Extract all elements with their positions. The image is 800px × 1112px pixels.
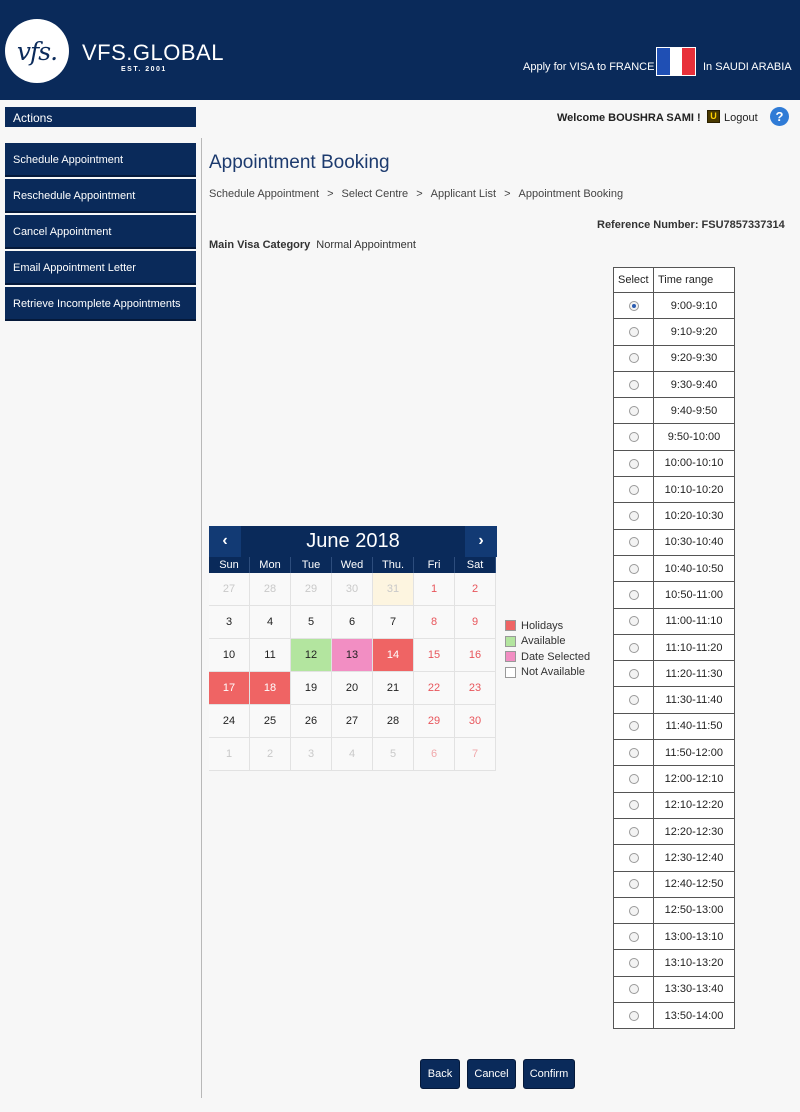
actions-title: Actions <box>5 107 196 127</box>
page-title: Appointment Booking <box>209 152 390 173</box>
time-slot-row <box>614 871 735 897</box>
help-icon[interactable]: ? <box>770 107 789 126</box>
time-slot-range: 10:30-10:40 <box>654 529 735 555</box>
reference-number: Reference Number: FSU7857337314 <box>597 219 785 231</box>
calendar-day[interactable]: 13 <box>332 639 373 672</box>
header-select: Select <box>614 268 654 293</box>
legend-label: Date Selected <box>521 650 591 663</box>
time-slot-select-cell <box>614 740 654 766</box>
time-slot-radio[interactable] <box>629 301 639 311</box>
calendar-day: 16 <box>455 639 496 672</box>
weekday-header: Wed <box>332 557 373 573</box>
cancel-button[interactable]: Cancel <box>467 1059 516 1089</box>
calendar-day: 30 <box>455 705 496 738</box>
time-slot-row <box>614 818 735 844</box>
legend-swatch <box>505 620 516 631</box>
time-slot-radio[interactable] <box>629 748 639 758</box>
time-slot-radio[interactable] <box>629 353 639 363</box>
time-slot-table <box>613 267 735 1029</box>
time-slot-select-cell <box>614 924 654 950</box>
time-slot-range: 9:30-9:40 <box>654 371 735 397</box>
calendar-day: 7 <box>455 738 496 771</box>
calendar-day: 29 <box>414 705 455 738</box>
time-slot-row <box>614 687 735 713</box>
time-slot-range: 9:50-10:00 <box>654 424 735 450</box>
time-slot-range: 12:50-13:00 <box>654 897 735 923</box>
calendar-day: 15 <box>414 639 455 672</box>
time-slot-select-cell <box>614 582 654 608</box>
time-slot-row <box>614 371 735 397</box>
time-slot-radio[interactable] <box>629 327 639 337</box>
legend-item <box>505 618 590 634</box>
time-slot-row <box>614 319 735 345</box>
brand-name: VFS.GLOBAL <box>82 40 224 65</box>
logout-link[interactable]: Logout <box>724 112 758 124</box>
time-slot-radio[interactable] <box>629 590 639 600</box>
header <box>0 0 800 100</box>
calendar-day: 3 <box>209 606 250 639</box>
weekday-header: Sat <box>455 557 496 573</box>
time-slot-range: 9:20-9:30 <box>654 345 735 371</box>
time-slot-row <box>614 582 735 608</box>
calendar-day: 23 <box>455 672 496 705</box>
time-slot-select-cell <box>614 529 654 555</box>
time-slot-radio[interactable] <box>629 800 639 810</box>
calendar-day: 27 <box>209 573 250 606</box>
time-slot-row <box>614 713 735 739</box>
calendar-header <box>209 526 497 557</box>
time-slot-select-cell <box>614 845 654 871</box>
time-slot-select-cell <box>614 766 654 792</box>
time-slot-radio[interactable] <box>629 616 639 626</box>
time-slot-row <box>614 293 735 319</box>
calendar-day: 3 <box>291 738 332 771</box>
category-label: Main Visa Category <box>209 239 311 251</box>
flag-stripe-white <box>670 48 683 75</box>
sidebar-menu <box>5 143 196 323</box>
breadcrumb-separator: > <box>327 188 334 200</box>
time-slot-range: 10:40-10:50 <box>654 555 735 581</box>
legend-swatch <box>505 667 516 678</box>
time-slot-range: 10:50-11:00 <box>654 582 735 608</box>
time-slot-radio[interactable] <box>629 511 639 521</box>
weekday-header: Tue <box>291 557 332 573</box>
calendar-day: 2 <box>455 573 496 606</box>
calendar <box>209 526 497 771</box>
time-slot-range: 12:10-12:20 <box>654 792 735 818</box>
time-slot-select-cell <box>614 661 654 687</box>
vfs-logo[interactable] <box>5 19 69 83</box>
calendar-day: 9 <box>455 606 496 639</box>
sidebar-item-retrieve-incomplete-appointments[interactable]: Retrieve Incomplete Appointments <box>5 287 196 321</box>
calendar-day: 6 <box>414 738 455 771</box>
calendar-day: 11 <box>250 639 291 672</box>
breadcrumb-item: Appointment Booking <box>518 188 624 200</box>
time-slot-radio[interactable] <box>629 380 639 390</box>
calendar-day: 27 <box>332 705 373 738</box>
confirm-button[interactable]: Confirm <box>523 1059 575 1089</box>
time-slot-radio[interactable] <box>629 406 639 416</box>
calendar-grid <box>209 557 497 771</box>
calendar-day[interactable]: 12 <box>291 639 332 672</box>
time-slot-radio[interactable] <box>629 932 639 942</box>
legend-label: Available <box>521 635 566 648</box>
time-slot-row <box>614 897 735 923</box>
time-slot-select-cell <box>614 424 654 450</box>
legend-swatch <box>505 636 516 647</box>
time-slot-row <box>614 634 735 660</box>
flag-stripe-red <box>682 48 695 75</box>
time-slot-row <box>614 740 735 766</box>
time-slot-select-cell <box>614 871 654 897</box>
logout-icon[interactable]: U <box>707 110 720 123</box>
time-slot-select-cell <box>614 345 654 371</box>
sidebar-item-schedule-appointment[interactable]: Schedule Appointment <box>5 143 196 177</box>
time-slot-row <box>614 529 735 555</box>
category-value: Normal Appointment <box>316 239 416 251</box>
time-slot-range: 10:10-10:20 <box>654 477 735 503</box>
time-slot-select-cell <box>614 950 654 976</box>
time-slot-range: 11:20-11:30 <box>654 661 735 687</box>
calendar-legend <box>505 618 590 680</box>
calendar-day: 5 <box>291 606 332 639</box>
time-slot-range: 13:10-13:20 <box>654 950 735 976</box>
weekday-header: Mon <box>250 557 291 573</box>
time-slot-select-cell <box>614 371 654 397</box>
sidebar-item-email-appointment-letter[interactable]: Email Appointment Letter <box>5 251 196 285</box>
france-flag-icon <box>656 47 696 76</box>
time-slot-row <box>614 477 735 503</box>
weekday-header: Thu. <box>373 557 414 573</box>
breadcrumb <box>209 188 623 200</box>
calendar-day: 30 <box>332 573 373 606</box>
legend-item <box>505 665 590 681</box>
breadcrumb-item: Select Centre <box>341 188 409 200</box>
calendar-day: 10 <box>209 639 250 672</box>
time-slot-row <box>614 766 735 792</box>
next-month-button[interactable]: › <box>465 526 497 557</box>
weekday-header: Sun <box>209 557 250 573</box>
calendar-day: 18 <box>250 672 291 705</box>
time-slot-range: 13:50-14:00 <box>654 1003 735 1029</box>
calendar-day: 7 <box>373 606 414 639</box>
calendar-day: 6 <box>332 606 373 639</box>
calendar-day: 14 <box>373 639 414 672</box>
country-text: In SAUDI ARABIA <box>703 61 792 73</box>
time-slot-radio[interactable] <box>629 432 639 442</box>
calendar-day: 4 <box>250 606 291 639</box>
breadcrumb-separator: > <box>504 188 511 200</box>
time-slot-row <box>614 976 735 1002</box>
calendar-day: 5 <box>373 738 414 771</box>
legend-item <box>505 634 590 650</box>
breadcrumb-item: Applicant List <box>430 188 497 200</box>
legend-label: Not Available <box>521 666 586 679</box>
time-slot-select-cell <box>614 503 654 529</box>
flag-stripe-blue <box>657 48 670 75</box>
time-slot-select-cell <box>614 792 654 818</box>
time-slot-radio[interactable] <box>629 906 639 916</box>
visa-category <box>209 239 416 251</box>
time-slot-select-cell <box>614 713 654 739</box>
time-slot-select-cell <box>614 450 654 476</box>
calendar-day: 8 <box>414 606 455 639</box>
calendar-day: 1 <box>209 738 250 771</box>
calendar-day: 22 <box>414 672 455 705</box>
time-slot-radio[interactable] <box>629 459 639 469</box>
time-slot-radio[interactable] <box>629 695 639 705</box>
time-slot-row <box>614 661 735 687</box>
time-slot-range: 11:40-11:50 <box>654 713 735 739</box>
time-slot-select-cell <box>614 477 654 503</box>
legend-swatch <box>505 651 516 662</box>
calendar-day: 28 <box>373 705 414 738</box>
breadcrumb-separator: > <box>416 188 423 200</box>
calendar-day: 26 <box>291 705 332 738</box>
prev-month-button[interactable]: ‹ <box>209 526 241 557</box>
time-slot-range: 13:30-13:40 <box>654 976 735 1002</box>
time-slot-radio[interactable] <box>629 485 639 495</box>
time-slot-range: 12:20-12:30 <box>654 818 735 844</box>
time-slot-radio[interactable] <box>629 827 639 837</box>
calendar-day: 31 <box>373 573 414 606</box>
time-slot-select-cell <box>614 1003 654 1029</box>
time-slot-radio[interactable] <box>629 537 639 547</box>
calendar-day: 25 <box>250 705 291 738</box>
calendar-day: 21 <box>373 672 414 705</box>
calendar-day: 17 <box>209 672 250 705</box>
time-slot-select-cell <box>614 976 654 1002</box>
calendar-day: 2 <box>250 738 291 771</box>
time-slot-select-cell <box>614 398 654 424</box>
calendar-day: 4 <box>332 738 373 771</box>
time-slot-range: 12:40-12:50 <box>654 871 735 897</box>
time-slot-row <box>614 792 735 818</box>
time-slot-range: 11:10-11:20 <box>654 634 735 660</box>
time-slot-radio[interactable] <box>629 564 639 574</box>
time-slot-select-cell <box>614 608 654 634</box>
time-slot-row <box>614 950 735 976</box>
time-slot-range: 9:40-9:50 <box>654 398 735 424</box>
time-slot-radio[interactable] <box>629 958 639 968</box>
time-slot-rows <box>614 293 735 1029</box>
apply-text: Apply for VISA to FRANCE <box>523 61 655 73</box>
time-slot-radio[interactable] <box>629 879 639 889</box>
time-slot-select-cell <box>614 319 654 345</box>
time-slot-row <box>614 424 735 450</box>
time-slot-row <box>614 398 735 424</box>
time-slot-row <box>614 503 735 529</box>
calendar-day: 29 <box>291 573 332 606</box>
time-slot-radio[interactable] <box>629 984 639 994</box>
time-slot-range: 10:20-10:30 <box>654 503 735 529</box>
time-slot-select-cell <box>614 555 654 581</box>
time-slot-range: 11:50-12:00 <box>654 740 735 766</box>
header-time-range: Time range <box>654 268 735 293</box>
time-slot-range: 10:00-10:10 <box>654 450 735 476</box>
time-slot-range: 9:10-9:20 <box>654 319 735 345</box>
time-slot-select-cell <box>614 687 654 713</box>
sidebar-item-cancel-appointment[interactable]: Cancel Appointment <box>5 215 196 249</box>
time-slot-select-cell <box>614 293 654 319</box>
time-slot-radio[interactable] <box>629 1011 639 1021</box>
back-button[interactable]: Back <box>420 1059 460 1089</box>
sidebar-divider <box>201 138 202 1098</box>
calendar-day: 28 <box>250 573 291 606</box>
time-slot-range: 11:30-11:40 <box>654 687 735 713</box>
calendar-day: 24 <box>209 705 250 738</box>
calendar-day: 20 <box>332 672 373 705</box>
logo-text: vfs. <box>16 36 58 66</box>
time-slot-select-cell <box>614 634 654 660</box>
time-slot-row <box>614 345 735 371</box>
time-slot-range: 9:00-9:10 <box>654 293 735 319</box>
legend-item <box>505 649 590 665</box>
time-slot-range: 12:00-12:10 <box>654 766 735 792</box>
time-slot-radio[interactable] <box>629 853 639 863</box>
calendar-day: 19 <box>291 672 332 705</box>
time-slot-radio[interactable] <box>629 774 639 784</box>
time-slot-row <box>614 608 735 634</box>
time-slot-row <box>614 450 735 476</box>
time-slot-range: 12:30-12:40 <box>654 845 735 871</box>
time-slot-radio[interactable] <box>629 669 639 679</box>
breadcrumb-item: Schedule Appointment <box>209 188 320 200</box>
time-slot-header-row <box>614 268 735 293</box>
time-slot-radio[interactable] <box>629 721 639 731</box>
brand-est: EST. 2001 <box>121 66 167 73</box>
time-slot-row <box>614 845 735 871</box>
time-slot-row <box>614 924 735 950</box>
time-slot-range: 13:00-13:10 <box>654 924 735 950</box>
time-slot-range: 11:00-11:10 <box>654 608 735 634</box>
sidebar-item-reschedule-appointment[interactable]: Reschedule Appointment <box>5 179 196 213</box>
time-slot-select-cell <box>614 818 654 844</box>
time-slot-select-cell <box>614 897 654 923</box>
weekday-header: Fri <box>414 557 455 573</box>
calendar-month-label: June 2018 <box>306 530 400 552</box>
time-slot-radio[interactable] <box>629 643 639 653</box>
time-slot-row <box>614 1003 735 1029</box>
time-slot-row <box>614 555 735 581</box>
calendar-day: 1 <box>414 573 455 606</box>
welcome-text: Welcome BOUSHRA SAMI ! <box>557 112 701 124</box>
legend-label: Holidays <box>521 619 564 632</box>
